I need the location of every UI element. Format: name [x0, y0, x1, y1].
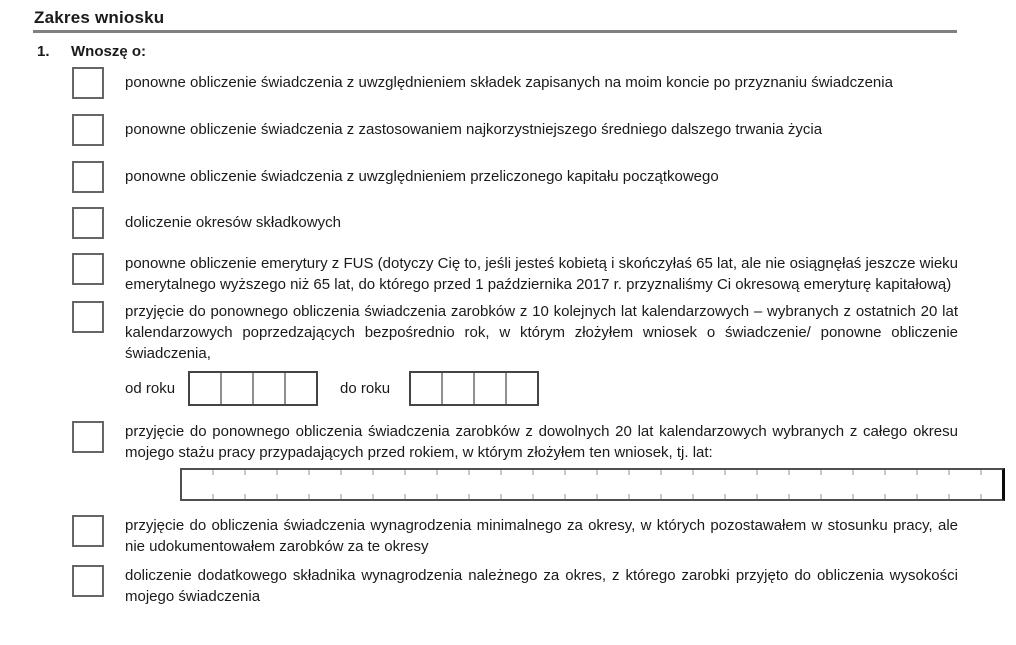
option-row-6	[0, 301, 1016, 364]
year-from-digit-2[interactable]	[220, 373, 252, 404]
option-row-7	[0, 421, 1016, 463]
year-to-digit-1[interactable]	[411, 373, 441, 404]
checkbox-fus-pension-recalc[interactable]	[72, 253, 104, 285]
option-block-7	[0, 421, 1016, 501]
option-label: ponowne obliczenie świadczenia z zastosowaniem najkorzystniejszego średniego dalszego trwania życia	[125, 121, 823, 138]
question-label: Wnoszę o:	[71, 43, 146, 60]
option-label: doliczenie okresów składkowych	[125, 214, 341, 231]
option-block-6	[0, 301, 1016, 406]
option-row-1	[0, 67, 1016, 99]
options-list	[0, 67, 1016, 607]
year-from-digit-4[interactable]	[284, 373, 316, 404]
year-from-digit-3[interactable]	[252, 373, 284, 404]
year-from-label: od roku	[125, 380, 176, 397]
checkbox-contribution-periods[interactable]	[72, 207, 104, 239]
section-title: Zakres wniosku	[34, 8, 165, 27]
year-range-row	[0, 371, 1016, 406]
option-label: ponowne obliczenie świadczenia z uwzględnieniem przeliczonego kapitału początkowego	[125, 168, 719, 185]
option-label: przyjęcie do obliczenia świadczenia wynagrodzenia minimalnego za okresy, w których pozostawałem w stosunku pracy, ale nie udokumentowałem zarobków za te okresy	[125, 517, 958, 555]
option-row-9	[0, 565, 1016, 607]
option-row-4	[0, 207, 1016, 239]
years-list-input[interactable]	[180, 468, 1005, 501]
checkbox-recalc-with-contributions[interactable]	[72, 67, 104, 99]
question-number: 1.	[37, 43, 50, 60]
option-row-8	[0, 515, 1016, 557]
year-to-digit-2[interactable]	[441, 373, 473, 404]
checkbox-recalculated-initial-capital[interactable]	[72, 161, 104, 193]
checkbox-minimum-wage-periods[interactable]	[72, 515, 104, 547]
year-to-label: do roku	[340, 380, 391, 397]
checkbox-best-life-expectancy[interactable]	[72, 114, 104, 146]
year-to-input	[409, 371, 539, 406]
option-row-3	[0, 161, 1016, 193]
year-from-digit-1[interactable]	[190, 373, 220, 404]
year-to-digit-4[interactable]	[505, 373, 537, 404]
year-from-input	[188, 371, 318, 406]
option-label: przyjęcie do ponownego obliczenia świadczenia zarobków z dowolnych 20 lat kalendarzowych wybranych z całego okresu mojego stażu pracy przypadających przed rokiem, w którym złożyłem ten wniosek, tj. lat:	[125, 423, 958, 461]
option-label: ponowne obliczenie świadczenia z uwzględnieniem składek zapisanych na moim koncie po przyznaniu świadczenia	[125, 74, 893, 91]
option-row-2	[0, 114, 1016, 146]
years-list-row	[0, 468, 1016, 501]
checkbox-earnings-10-consecutive-years[interactable]	[72, 301, 104, 333]
checkbox-earnings-any-20-years[interactable]	[72, 421, 104, 453]
question-row	[37, 43, 1016, 60]
option-row-5	[0, 253, 1016, 295]
checkbox-additional-wage-component[interactable]	[72, 565, 104, 597]
option-label: doliczenie dodatkowego składnika wynagrodzenia należnego za okres, z którego zarobki przyjęto do obliczenia wysokości mojego świadczenia	[125, 567, 958, 605]
option-label: ponowne obliczenie emerytury z FUS (dotyczy Cię to, jeśli jesteś kobietą i skończyłaś 65 lat, ale nie osiągnęłaś jeszcze wieku emerytalnego wyższego niż 65 lat, do którego przed 1 października 2017 r. przyznaliśmy Ci okresową emeryturę kapitałową)	[125, 255, 958, 293]
option-label: przyjęcie do ponownego obliczenia świadczenia zarobków z 10 kolejnych lat kalendarzowych – wybranych z ostatnich 20 lat kalendarzowych poprzedzających bezpośrednio rok, w którym złożyłem wniosek o świadczenie/ ponowne obliczenie świadczenia,	[125, 303, 958, 362]
year-to-digit-3[interactable]	[473, 373, 505, 404]
section-title-rule	[33, 30, 957, 33]
